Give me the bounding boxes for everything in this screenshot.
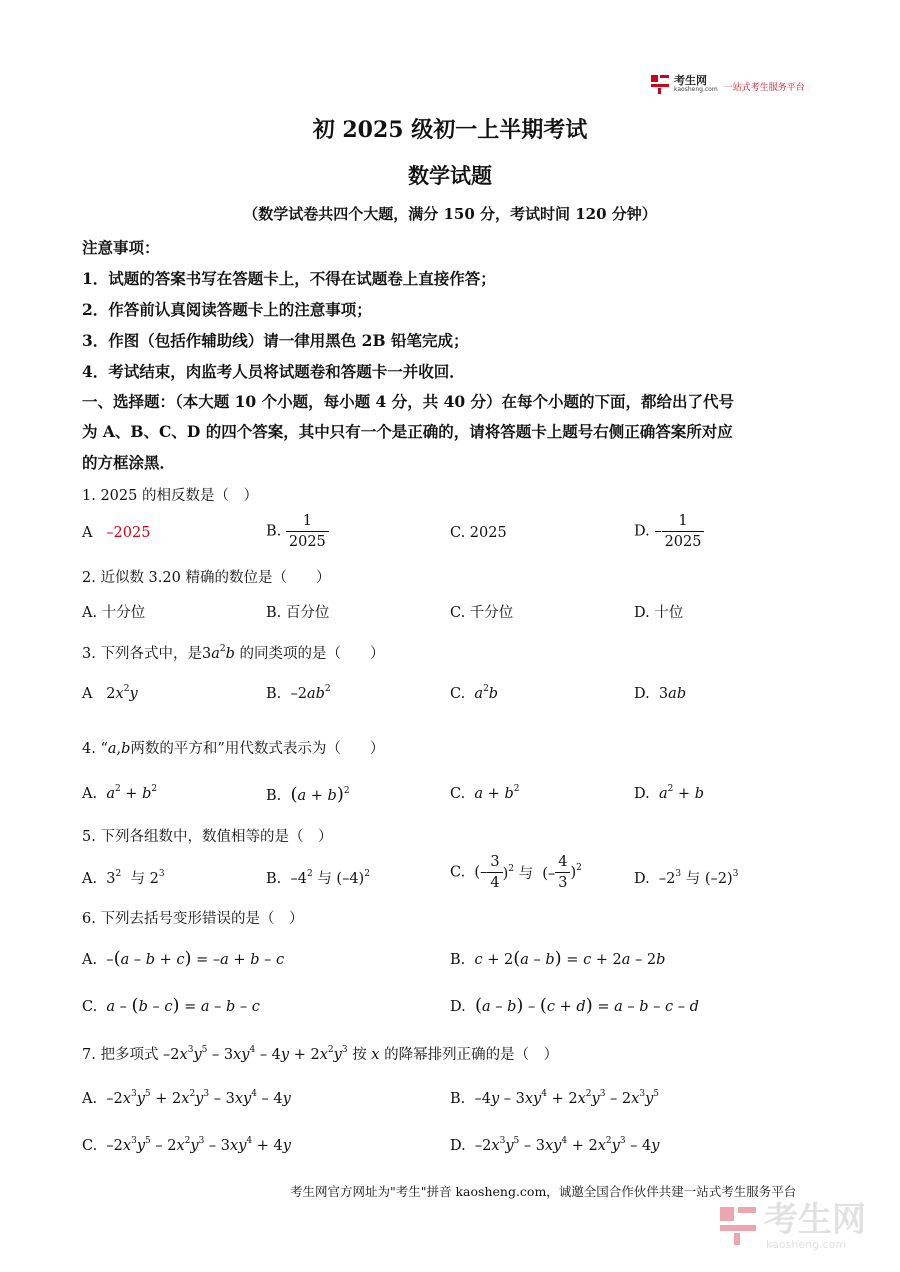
kaosheng-watermark (718, 1202, 866, 1251)
question-3-option-a: A $2x^2y$ (82, 684, 138, 702)
question-2-option-c: C. 千分位 (450, 605, 514, 621)
logo-slogan: 一站式考生服务平台 (723, 82, 805, 93)
question-3-option-d: D. 3ab (634, 686, 687, 702)
kaosheng-logo (650, 74, 805, 94)
logo-brand: 考生网 (674, 74, 707, 87)
question-5-option-a: A. $3^2$ 与 $2^3$ (82, 869, 165, 887)
question-3-option-c: C. $a^2b$ (450, 684, 499, 702)
question-2-stem: 2. 近似数 3.20 精确的数位是（ ） (82, 570, 331, 586)
watermark-brand: 考生网 (764, 1200, 866, 1240)
question-1-option-d: D. – $\frac{1}{2025}$ (634, 511, 704, 552)
exam-title: 初 2025 级初一上半期考试 (312, 117, 588, 143)
question-1-stem: 1. 2025 的相反数是（ ） (82, 488, 258, 504)
question-4-option-c: C. $a + b^2$ (450, 784, 520, 802)
exam-info: （数学试卷共四个大题，满分 150 分，考试时间 120 分钟） (243, 205, 657, 223)
question-7-option-b: B. $-4y - 3xy^4 + 2x^2y^3 - 2x^3y^5$ (450, 1089, 659, 1107)
page-footer: 考生网官方网址为"考生"拼音 kaosheng.com，诚邀全国合作伙伴共建一站式考生服务平台 (290, 1184, 797, 1199)
kaosheng-logo-icon (650, 74, 670, 94)
question-5-option-c: C. (– $\frac{3}{4}$ )$^2$ 与 (– $\frac{4}{3}$ )$^2$ (450, 854, 582, 891)
notes-heading: 注意事项： (82, 238, 160, 257)
question-7-option-a: A. $-2x^3y^5 + 2x^2y^3 - 3xy^4 - 4y$ (82, 1089, 291, 1107)
question-5-option-b: B. $-4^2$ 与 $(-4)^2$ (266, 869, 370, 887)
section-instruction-line: 的方框涂黑． (82, 453, 176, 472)
question-1-option-c: C. 2025 (450, 525, 507, 541)
watermark-logo-icon (718, 1204, 758, 1250)
question-7-option-c: C. $-2x^3y^5 - 2x^2y^3 - 3xy^4 + 4y$ (82, 1136, 291, 1154)
note-item: 2．作答前认真阅读答题卡上的注意事项； (82, 300, 372, 319)
note-item: 1．试题的答案书写在答题卡上，不得在试题卷上直接作答； (82, 269, 496, 288)
question-6-option-c: C. a – (b – c) = a – b – c (82, 995, 260, 1016)
question-5-stem: 5. 下列各组数中，数值相等的是（ ） (82, 829, 333, 845)
logo-url: kaosheng.com (674, 86, 718, 93)
question-3-option-b: B. $-2ab^2$ (266, 684, 331, 702)
question-1-option-b: B. $\frac{1}{2025}$ (266, 511, 329, 552)
note-item: 4．考试结束，肉监考人员将试题卷和答题卡一并收回． (82, 362, 465, 381)
question-3-stem: 3. 下列各式中，是$3a^2b$ 的同类项的是（ ） (82, 644, 385, 662)
question-4-option-d: D. $a^2 + b$ (634, 784, 704, 802)
note-item: 3．作图（包括作辅助线）请一律用黑色 2B 铅笔完成； (82, 331, 469, 350)
question-6-stem: 6. 下列去括号变形错误的是（ ） (82, 911, 304, 927)
watermark-url: kaosheng.com (766, 1238, 847, 1251)
question-6-option-d: D. (a – b) – (c + d) = a – b – c – d (450, 995, 699, 1016)
section-instruction-line: 一、选择题：（本大题 10 个小题，每小题 4 分，共 40 分）在每个小题的下面，都给出了代号 (82, 392, 735, 411)
question-1-option-a: A –2025 (82, 525, 151, 541)
question-6-option-b: B. c + 2(a – b) = c + 2a – 2b (450, 948, 666, 969)
question-7-stem: 7. 把多项式 $-2x^3y^5 - 3xy^4 - 4y + 2x^2y^3$ 按 x 的降幂排列正确的是（ ） (82, 1045, 559, 1063)
question-4-option-b: B. $(a + b)^2$ (266, 784, 350, 805)
question-2-option-a: A. 十分位 (82, 605, 146, 621)
exam-subject: 数学试题 (408, 163, 492, 188)
question-6-option-a: A. –(a – b + c) = –a + b – c (82, 948, 285, 969)
section-instruction-line: 为 A、B、C、D 的四个答案，其中只有一个是正确的，请将答题卡上题号右侧正确答案所对应 (82, 422, 733, 441)
question-4-stem: 4. “a,b两数的平方和”用代数式表示为（ ） (82, 741, 385, 757)
question-2-option-b: B. 百分位 (266, 605, 330, 621)
question-2-option-d: D. 十位 (634, 605, 684, 621)
question-4-option-a: A. $a^2 + b^2$ (82, 784, 158, 802)
question-7-option-d: D. $-2x^3y^5 - 3xy^4 + 2x^2y^3 - 4y$ (450, 1136, 660, 1154)
question-5-option-d: D. $-2^3$ 与 $(-2)^3$ (634, 869, 739, 887)
